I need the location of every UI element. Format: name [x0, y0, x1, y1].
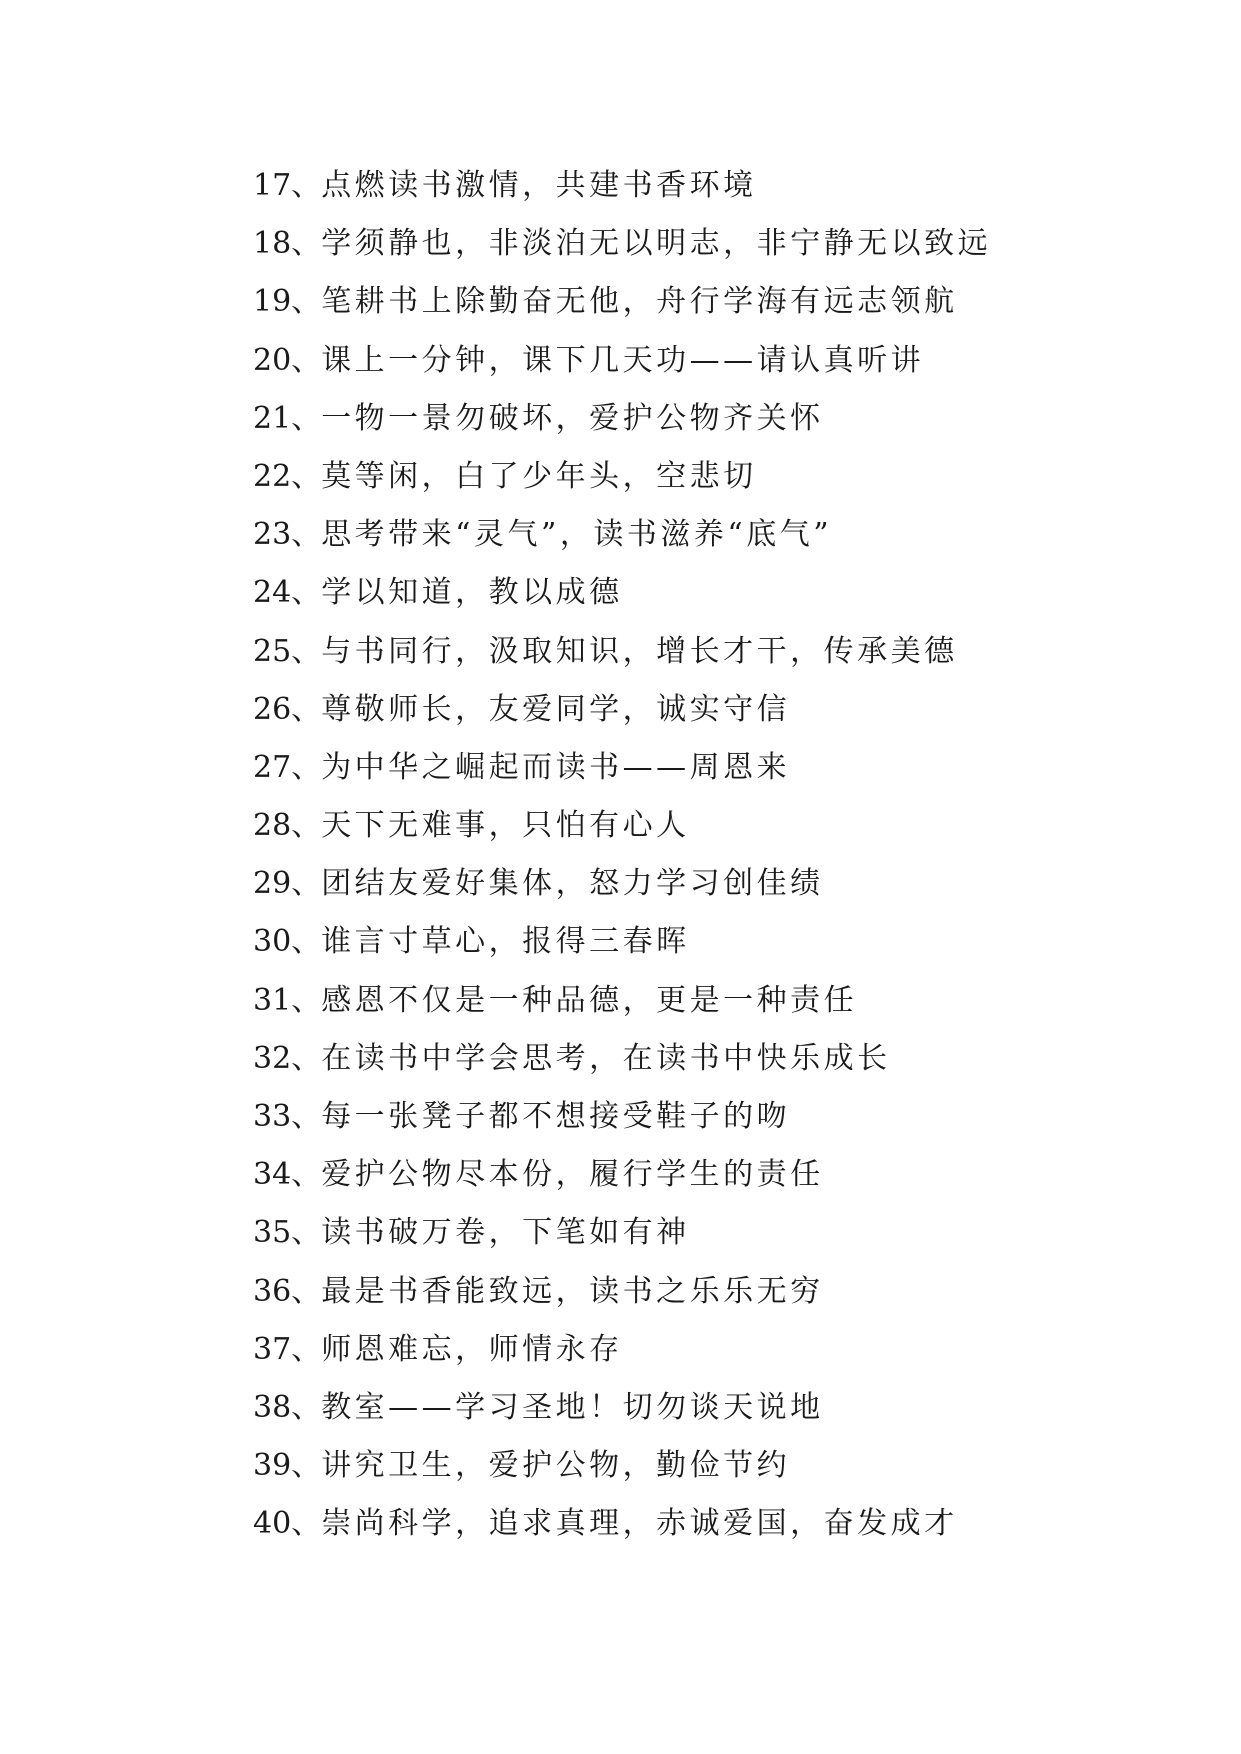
item-number: 32、	[253, 1040, 322, 1076]
item-text: 师恩难忘，师情永存	[321, 1331, 623, 1367]
list-item	[253, 739, 991, 797]
list-item	[253, 972, 991, 1030]
list-item	[253, 1379, 991, 1437]
item-number: 29、	[253, 866, 322, 902]
item-number: 25、	[253, 633, 322, 669]
item-number: 20、	[253, 342, 322, 378]
item-number: 17、	[253, 168, 322, 203]
list-item	[253, 564, 991, 622]
item-text: 思考带来“灵气”，读书滋养“底气”	[321, 517, 833, 553]
item-number: 38、	[253, 1389, 322, 1425]
item-number: 23、	[253, 517, 322, 553]
item-text: 课上一分钟，课下几天功——请认真听讲	[321, 342, 925, 378]
item-number: 33、	[253, 1099, 322, 1134]
item-text: 团结友爱好集体，怒力学习创佳绩	[321, 866, 824, 902]
item-text: 笔耕书上除勤奋无他，舟行学海有远志领航	[321, 284, 958, 320]
item-number: 24、	[253, 575, 322, 611]
item-number: 18、	[253, 226, 322, 262]
item-number: 27、	[253, 749, 322, 785]
item-number: 36、	[253, 1273, 322, 1309]
item-text: 尊敬师长，友爱同学，诚实守信	[321, 691, 791, 727]
list-item	[253, 1088, 991, 1146]
list-item	[253, 506, 991, 564]
item-text: 为中华之崛起而读书——周恩来	[321, 749, 791, 785]
list-item	[253, 157, 991, 215]
item-text: 点燃读书激情，共建书香环境	[321, 168, 757, 203]
item-number: 19、	[253, 284, 322, 320]
list-item	[253, 855, 991, 913]
item-number: 35、	[253, 1215, 322, 1251]
item-number: 22、	[253, 458, 322, 494]
list-item	[253, 1263, 991, 1321]
list-item	[253, 1495, 991, 1553]
item-number: 30、	[253, 924, 322, 960]
item-text: 学以知道，教以成德	[321, 575, 623, 611]
item-number: 34、	[253, 1157, 322, 1193]
list-item	[253, 623, 991, 681]
item-text: 天下无难事，只怕有心人	[321, 808, 690, 844]
item-text: 谁言寸草心，报得三春晖	[321, 924, 690, 960]
item-text: 读书破万卷，下笔如有神	[321, 1215, 690, 1251]
list-item	[253, 1204, 991, 1262]
list-item	[253, 913, 991, 971]
item-number: 26、	[253, 691, 322, 727]
item-text: 教室——学习圣地！切勿谈天说地	[321, 1389, 824, 1425]
list-item	[253, 681, 991, 739]
item-number: 21、	[253, 400, 322, 436]
list-item	[253, 1437, 991, 1495]
list-item	[253, 1146, 991, 1204]
item-number: 37、	[253, 1331, 322, 1367]
item-number: 39、	[253, 1448, 322, 1484]
list-item	[253, 797, 991, 855]
list-item	[253, 215, 991, 273]
item-text: 学须静也，非淡泊无以明志，非宁静无以致远	[321, 226, 992, 262]
list-item	[253, 1030, 991, 1088]
item-text: 感恩不仅是一种品德，更是一种责任	[321, 982, 858, 1018]
item-number: 31、	[253, 982, 322, 1018]
item-text: 崇尚科学，追求真理，赤诚爱国，奋发成才	[321, 1506, 958, 1542]
item-text: 在读书中学会思考，在读书中快乐成长	[321, 1040, 891, 1076]
item-text: 讲究卫生，爱护公物，勤俭节约	[321, 1448, 791, 1484]
list-item	[253, 332, 991, 390]
list-item	[253, 448, 991, 506]
list-item	[253, 273, 991, 331]
item-text: 与书同行，汲取知识，增长才干，传承美德	[321, 633, 958, 669]
item-text: 最是书香能致远，读书之乐乐无穷	[321, 1273, 824, 1309]
item-number: 40、	[253, 1506, 322, 1542]
item-text: 每一张凳子都不想接受鞋子的吻	[321, 1099, 791, 1134]
list-item	[253, 1321, 991, 1379]
item-text: 一物一景勿破坏，爱护公物齐关怀	[321, 400, 824, 436]
item-text: 莫等闲，白了少年头，空悲切	[321, 458, 757, 494]
item-number: 28、	[253, 808, 322, 844]
item-text: 爱护公物尽本份，履行学生的责任	[321, 1157, 824, 1193]
slogan-list	[253, 157, 991, 1554]
list-item	[253, 390, 991, 448]
